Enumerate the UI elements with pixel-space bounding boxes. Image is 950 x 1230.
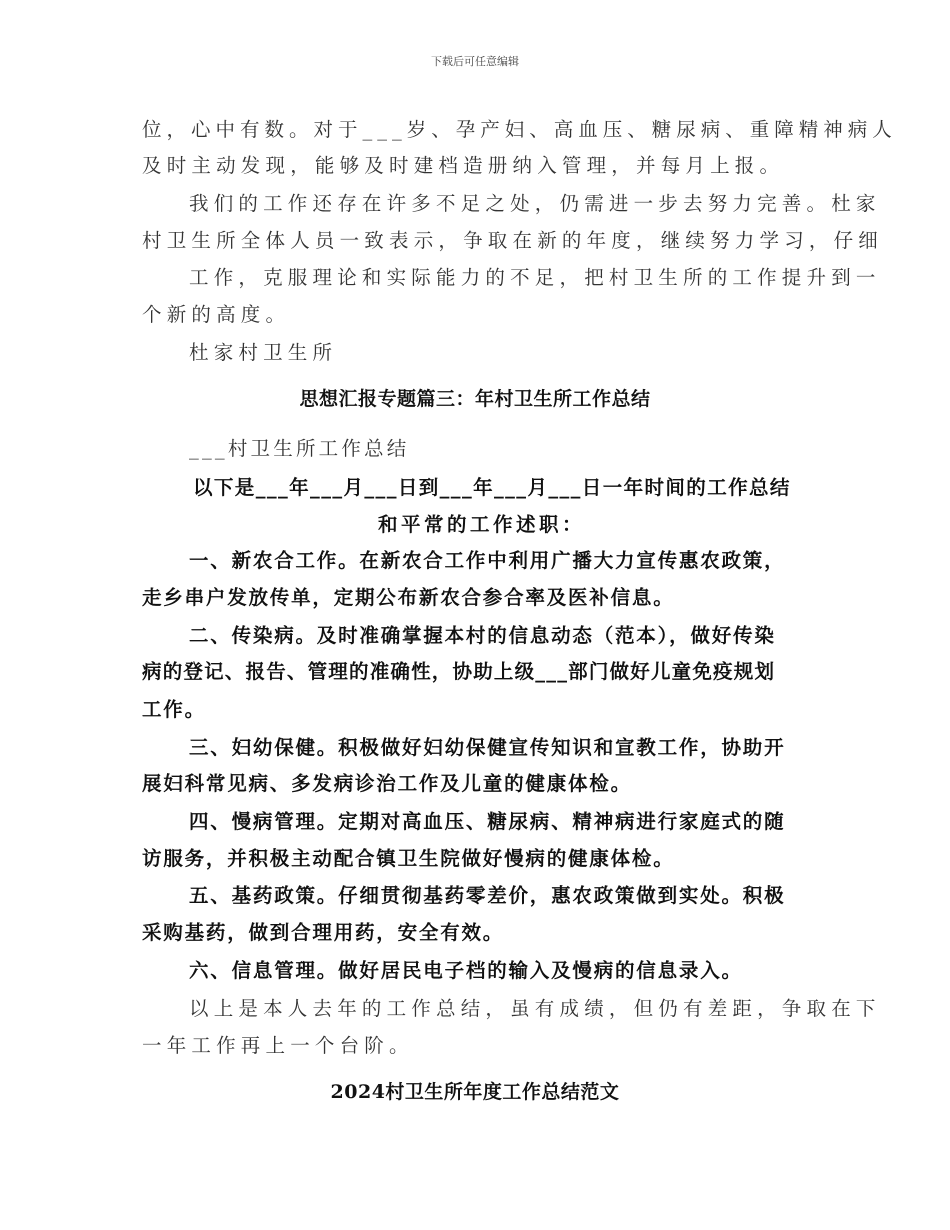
- paragraph-line: 一、新农合工作。在新农合工作中利用广播大力宣传惠农政策，: [189, 549, 786, 572]
- paragraph-line: 位，心中有数。对于___岁、孕产妇、高血压、糖尿病、重障精神病人: [142, 118, 897, 141]
- paragraph-line: 采购基药，做到合理用药，安全有效。: [142, 921, 505, 944]
- page-header-note: 下载后可任意编辑: [431, 55, 519, 68]
- paragraph-line: 三、妇幼保健。积极做好妇幼保健宣传知识和宣教工作，协助开: [189, 736, 786, 759]
- paragraph-line: 及时主动发现，能够及时建档造册纳入管理，并每月上报。: [142, 154, 785, 177]
- paragraph-line: 走乡串户发放传单，定期公布新农合参合率及医补信息。: [142, 586, 675, 609]
- paragraph-line: 工作。: [142, 698, 206, 721]
- paragraph-line: 工作，克服理论和实际能力的不足，把村卫生所的工作提升到一: [189, 266, 881, 289]
- paragraph-line: 和平常的工作述职：: [378, 513, 586, 536]
- paragraph-line: 病的登记、报告、管理的准确性，协助上级___部门做好儿童免疫规划: [142, 660, 776, 683]
- paragraph-line: 访服务，并积极主动配合镇卫生院做好慢病的健康体检。: [142, 847, 675, 870]
- paragraph-line: 六、信息管理。做好居民电子档的输入及慢病的信息录入。: [189, 959, 743, 982]
- paragraph-line: 一年工作再上一个台阶。: [142, 1034, 414, 1057]
- paragraph-line: 五、基药政策。仔细贯彻基药零差价，惠农政策做到实处。积极: [189, 884, 786, 907]
- paragraph-line: 村卫生所全体人员一致表示，争取在新的年度，继续努力学习，仔细: [142, 229, 884, 252]
- signature-line: 杜家村卫生所: [189, 341, 338, 364]
- paragraph-line: 以上是本人去年的工作总结，虽有成绩，但仍有差距，争取在下: [189, 997, 881, 1020]
- paragraph-line: 四、慢病管理。定期对高血压、糖尿病、精神病进行家庭式的随: [189, 810, 786, 833]
- paragraph-line: 二、传染病。及时准确掌握本村的信息动态（范本），做好传染: [189, 624, 776, 647]
- paragraph-line: 以下是___年___月___日到___年___月___日一年时间的工作总结: [193, 476, 791, 499]
- paragraph-line: 我们的工作还存在许多不足之处，仍需进一步去努力完善。杜家: [189, 192, 881, 215]
- section-heading: 思想汇报专题篇三：年村卫生所工作总结: [299, 388, 651, 410]
- document-title: 2024村卫生所年度工作总结范文: [330, 1081, 620, 1103]
- paragraph-line: 个新的高度。: [142, 303, 291, 326]
- paragraph-line: 展妇科常见病、多发病诊治工作及儿童的健康体检。: [142, 772, 632, 795]
- paragraph-line: ___村卫生所工作总结: [189, 437, 410, 460]
